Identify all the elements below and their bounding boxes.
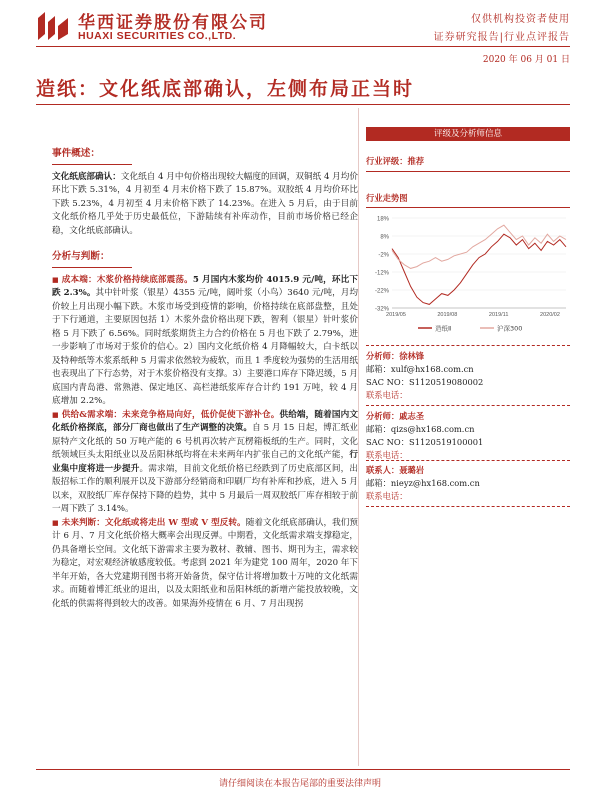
event-heading: 事件概述：	[52, 148, 100, 159]
chart-y-ticks	[375, 217, 390, 313]
analyst-sac: SAC NO：S1120519080002	[366, 377, 484, 387]
chart-lines	[392, 225, 566, 304]
analyst-1	[366, 350, 570, 402]
report-date: 2020 年 06 月 01 日	[482, 55, 570, 65]
industry-trend-chart	[366, 212, 570, 340]
footer-divider	[36, 769, 570, 770]
legend-label: 造纸Ⅱ	[435, 324, 452, 333]
analyst-label: 分析师：	[366, 351, 400, 361]
y-tick-label: -12%	[374, 270, 389, 277]
series-line	[392, 234, 566, 304]
x-tick-label: 2019/05	[386, 312, 406, 318]
analyst-2	[366, 410, 570, 462]
cost-heading: 成本端：木浆价格持续底部震荡。	[61, 274, 193, 285]
analyst-email[interactable]: xulf@hx168.com.cn	[390, 364, 474, 374]
supply-heading: 供给&需求端：未来竞争格局向好，低价促使下游补仓。	[61, 409, 280, 420]
rating-divider	[366, 171, 570, 172]
x-tick-label: 2019/11	[488, 312, 509, 318]
contact-email[interactable]: nieyz@hx168.com.cn	[390, 478, 480, 488]
report-body	[52, 147, 358, 611]
rating-value: 推荐	[407, 156, 425, 166]
analyst-sac: SAC NO：S1120519100001	[366, 437, 484, 447]
outlook-body: 随着文化纸底部确认，我们预计 6 月、7 月文化纸价格大概率会出现反弹。中期看，文化纸需求端支撑稳定，仍具备增长空间。文化纸下游需求主要为教材、教辅、图书、期刊为主，需求较为稳定，对宏观经济敏感度较低。考虑到 2021 年为建党 100 周年，2020 年下半年开始，各大党建期刊图书将开始备货，保守估计将增加数十万吨的文化纸需求。而随着博汇纸业的退出，以及太阳纸业和岳阳林纸的新增产能投放较晚，文化纸的供需将得到较大的改善。如果海外疫情在 6 月、7 月出现拐	[52, 517, 358, 609]
y-tick-label: 8%	[380, 234, 389, 241]
x-tick-label: 2020/02	[540, 312, 560, 318]
company-name-en: HUAXI SECURITIES CO.,LTD.	[78, 30, 237, 42]
huaxi-logo-icon	[36, 10, 70, 42]
y-tick-label: -32%	[374, 306, 389, 313]
analyst-email[interactable]: qizs@hx168.com.cn	[390, 424, 475, 434]
company-name-cn: 华西证券股份有限公司	[78, 13, 268, 33]
report-title: 造纸：文化纸底部确认，左侧布局正当时	[36, 78, 415, 100]
contact-label: 联系人：	[366, 465, 400, 475]
chart-grid	[392, 218, 566, 308]
analyst-divider	[366, 460, 570, 461]
header-divider	[36, 46, 570, 47]
event-body: 文化纸自 4 月中旬价格出现较大幅度的回调，双铜纸 4 月均价环比下跌 5.31%，4 月初至 4 月末价格下跌了 15.87%。双胶纸 4 月均价环比下跌 5.23%，4 月初至 4 月末价格下跌了 14.23%。在进入 5 月后，由于目前文化纸价格几乎处于历史最低位，下游陆续有补库动作，目前市场价格已经企稳，文化纸底部确认。	[52, 171, 358, 236]
analyst-name: 戚志圣	[399, 411, 425, 421]
legend-label: 沪深300	[497, 324, 523, 333]
x-tick-label: 2019/08	[437, 312, 458, 318]
analysis-heading: 分析与判断：	[52, 251, 110, 262]
analysis-paragraph-outlook	[52, 517, 358, 612]
cost-body: 其中针叶浆（银星）4355 元/吨，阔叶浆（小鸟）3640 元/吨，月均价较上月出现小幅下跌。木浆市场受到疫情的影响，价格持续在底部盘整，且处于下行通道，主要原因包括 1）木浆外盘价格出现下跌，智利（银星）针叶浆价格 5 月下跌了 6.56%。同时纸浆期货主力合约价格在 5 月也下跌了 2.79%，进一步影响了市场对于浆价的信心。2）国内文化纸价格 4 月降幅较大，白卡纸以及特种纸等木浆系纸种 5 月需求依然较为疲软，而且 1 季度较为强势的生活用纸也表现出了下行态势，对于木浆价格没有支撑。3）主要港口库存下降迟缓，5 月底国内青岛港、常熟港、保定地区、高栏港纸浆库存合计约 191 万吨，较 4 月底增加 2.2%。	[52, 288, 358, 406]
supply-boldline: 供给端，随着国内文化纸价格探底，部分厂商也做出了生产调整的决策。	[52, 409, 358, 433]
chart-bottom-divider	[366, 345, 570, 346]
bullet-icon: ■	[52, 518, 59, 527]
phone-label: 联系电话：	[366, 450, 408, 460]
phone-label: 联系电话：	[366, 390, 408, 400]
audience-note: 仅供机构投资者使用	[471, 14, 570, 25]
analysis-heading-underline	[52, 267, 132, 268]
chart-title-divider	[366, 207, 570, 208]
chart-title	[366, 192, 570, 204]
column-divider	[358, 108, 359, 766]
analysis-paragraph-cost	[52, 274, 358, 409]
outlook-heading: 未来判断：文化纸或将走出 W 型或 V 型反转。	[61, 517, 246, 528]
y-tick-label: -2%	[378, 252, 389, 259]
bullet-icon: ■	[52, 410, 59, 419]
supply-body-b: 。需求端，目前文化纸价格已经跌到了历史底部区间，出版招标工作的顺利展开以及下游部分经销商和印刷厂均有补库和抄底，进入 5 月以来，双胶纸厂库存保持下降的趋势，其中 5 月最后一周双胶纸厂库存相较于前一周下跌了 3.14%。	[52, 463, 358, 514]
series-line	[392, 225, 566, 268]
industry-rating	[366, 155, 570, 167]
supply-body-a: 自 5 月 15 日起，博汇纸业原特产文化纸的 50 万吨产能的 6 号机再次转产瓦楞箱板纸的生产。同时，文化纸领域巨头太阳纸业以及岳阳林纸均将在未来两年内扩张自己的文化纸产能，	[52, 423, 358, 460]
email-label: 邮箱：	[366, 478, 391, 488]
supply-bold-mid: 行业集中度将进一步提升	[52, 450, 358, 474]
analysis-paragraph-supply	[52, 409, 358, 517]
title-divider	[36, 104, 570, 105]
bullet-icon: ■	[52, 275, 59, 284]
contact-name: 聂璐岩	[399, 465, 425, 475]
event-lead: 文化纸底部确认：	[52, 171, 121, 182]
chart-legend	[418, 324, 522, 333]
analyst-label: 分析师：	[366, 411, 400, 421]
cost-boldline: 5 月国内木浆均价 4015.9 元/吨，环比下跌 2.3%。	[52, 274, 358, 298]
chart-title-text: 行业走势图	[366, 193, 408, 203]
phone-label: 联系电话：	[366, 491, 408, 501]
report-type: 证券研究报告|行业点评报告	[433, 32, 570, 43]
rating-label: 行业评级：	[366, 156, 408, 166]
analyst-name: 徐林锋	[399, 351, 425, 361]
email-label: 邮箱：	[366, 424, 391, 434]
email-label: 邮箱：	[366, 364, 391, 374]
y-tick-label: -22%	[374, 288, 389, 295]
chart-x-ticks	[386, 312, 560, 318]
contact-person	[366, 464, 570, 503]
contact-divider	[366, 506, 570, 507]
analyst-divider	[366, 405, 570, 406]
y-tick-label: 18%	[376, 216, 389, 223]
event-paragraph	[52, 171, 358, 239]
legal-notice: 请仔细阅读在本报告尾部的重要法律声明	[218, 779, 381, 789]
event-heading-underline	[52, 164, 132, 165]
rating-panel-header: 评级及分析师信息	[366, 127, 570, 141]
